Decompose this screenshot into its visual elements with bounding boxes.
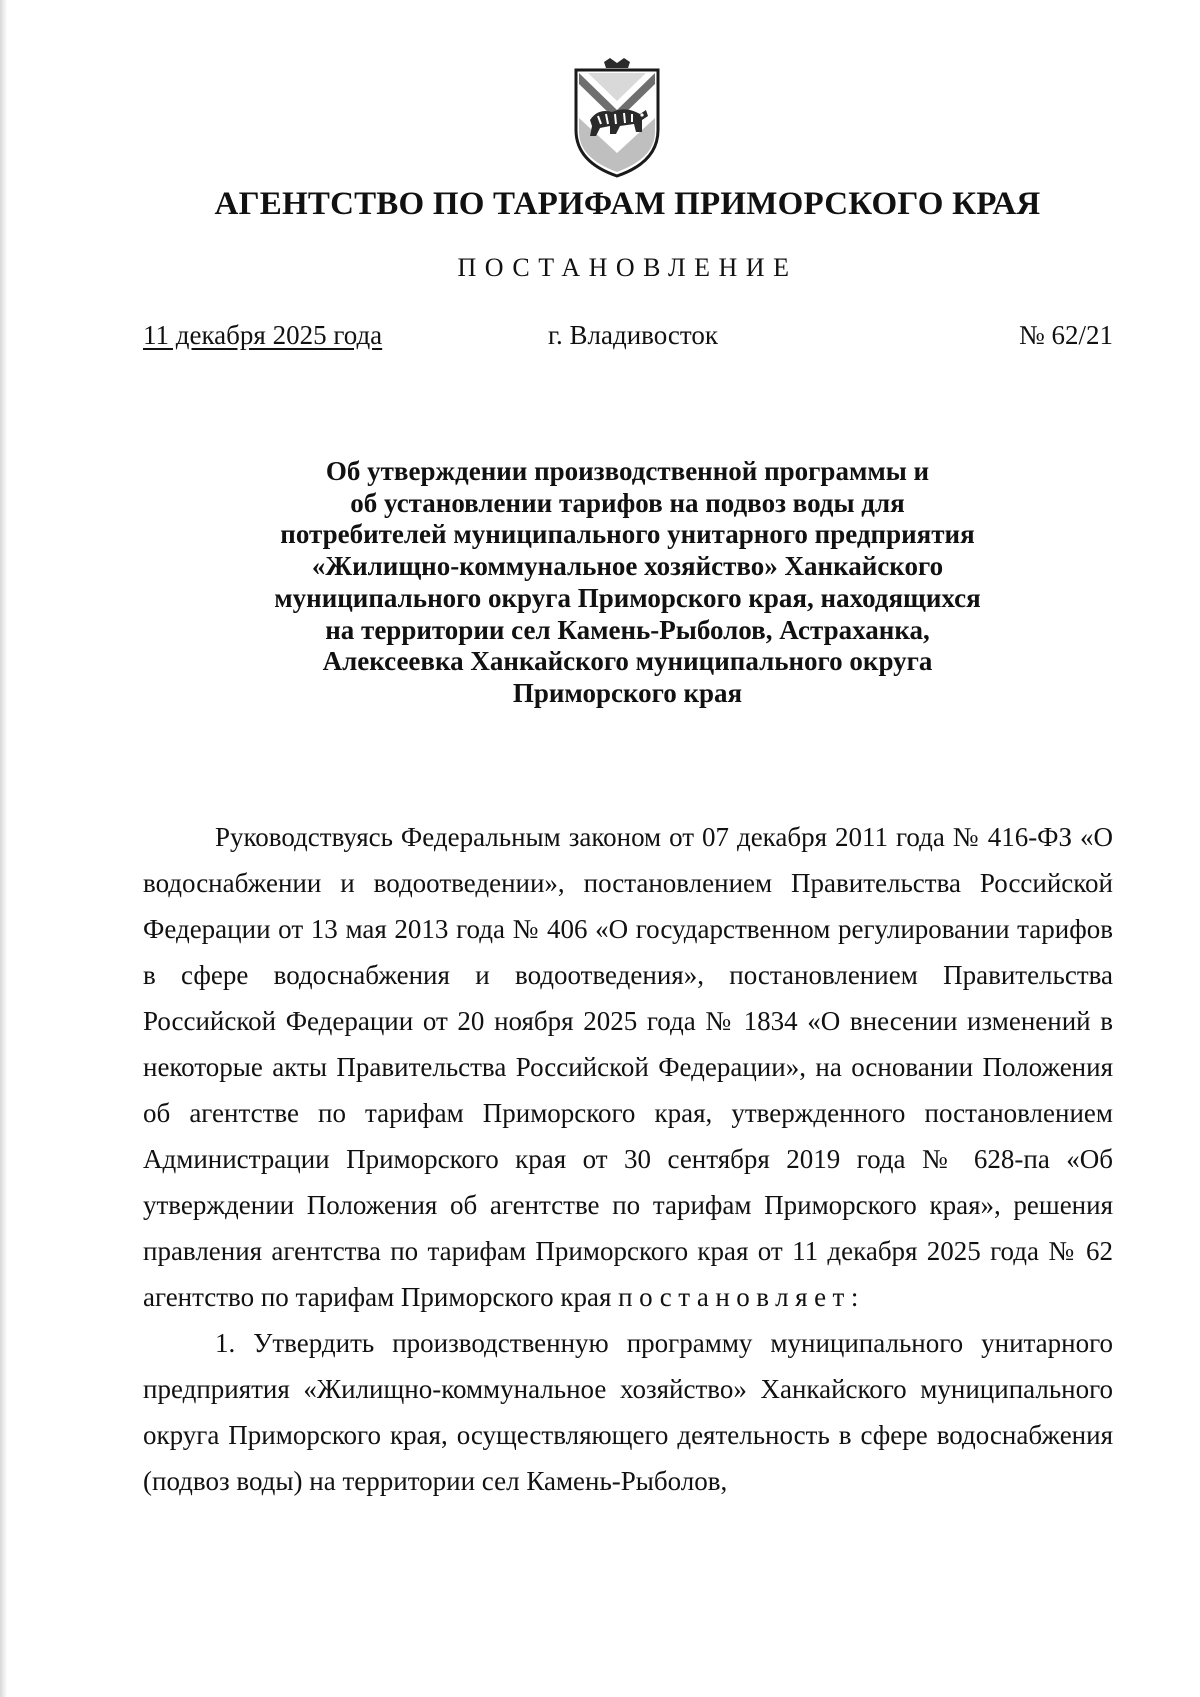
paragraph-preamble	[143, 814, 1113, 1320]
title-line: на территории сел Камень-Рыболов, Астраханка,	[325, 614, 930, 645]
document-date: 11 декабря 2025 года	[143, 320, 383, 350]
title-line: Приморского края	[512, 677, 743, 708]
title-line: «Жилищно-коммунальное хозяйство» Ханкайского	[311, 551, 944, 582]
paragraph-item-1: 1. Утвердить производственную программу муниципального унитарного предприятия «Жилищно-коммунальное хозяйство» Ханкайского муниципального округа Приморского края, осуществляющего деятельность в сфере водоснабжения (подвоз воды) на территории сел Камень-Рыболов,	[143, 1328, 1113, 1496]
document-city: г. Владивосток	[548, 320, 718, 350]
agency-name: АГЕНТСТВО ПО ТАРИФАМ ПРИМОРСКОГО КРАЯ	[214, 186, 1041, 222]
title-line: Об утверждении производственной программы и	[325, 456, 930, 486]
document-body	[143, 814, 1113, 1504]
preamble-text: Руководствуясь Федеральным законом от 07 декабря 2011 года № 416-ФЗ «О водоснабжении и водоотведении», постановлением Правительства Российской Федерации от 13 мая 2013 года № 406 «О государственном регулировании тарифов в сфере водоснабжения и водоотведения», постановлением Правительства Российской Федерации от 20 ноября 2025 года № 1834 «О внесении изменений в некоторые акты Правительства Российской Федерации», на основании Положения об агентстве по тарифам Приморского края, утвержденного постановлением Администрации Приморского края от 30 сентября 2019 года № 628-па «Об утверждении Положения об агентстве по тарифам Приморского края», решения правления агентства по тарифам Приморского края от 11 декабря 2025 года № 62 агентство по тарифам Приморского края	[143, 822, 1113, 1312]
coat-of-arms-icon	[568, 58, 666, 178]
resolves-word: постановляет:	[618, 1282, 865, 1312]
title-line: потребителей муниципального унитарного предприятия	[280, 519, 975, 550]
document-title	[200, 456, 1055, 710]
document-type: ПОСТАНОВЛЕНИЕ	[457, 253, 798, 282]
title-line: муниципального округа Приморского края, находящихся	[274, 582, 981, 613]
title-line: Алексеевка Ханкайского муниципального округа	[322, 646, 933, 677]
document-meta	[143, 320, 1113, 354]
document-number: № 62/21	[1018, 320, 1113, 350]
title-line: об установлении тарифов на подвоз воды для	[350, 487, 905, 518]
